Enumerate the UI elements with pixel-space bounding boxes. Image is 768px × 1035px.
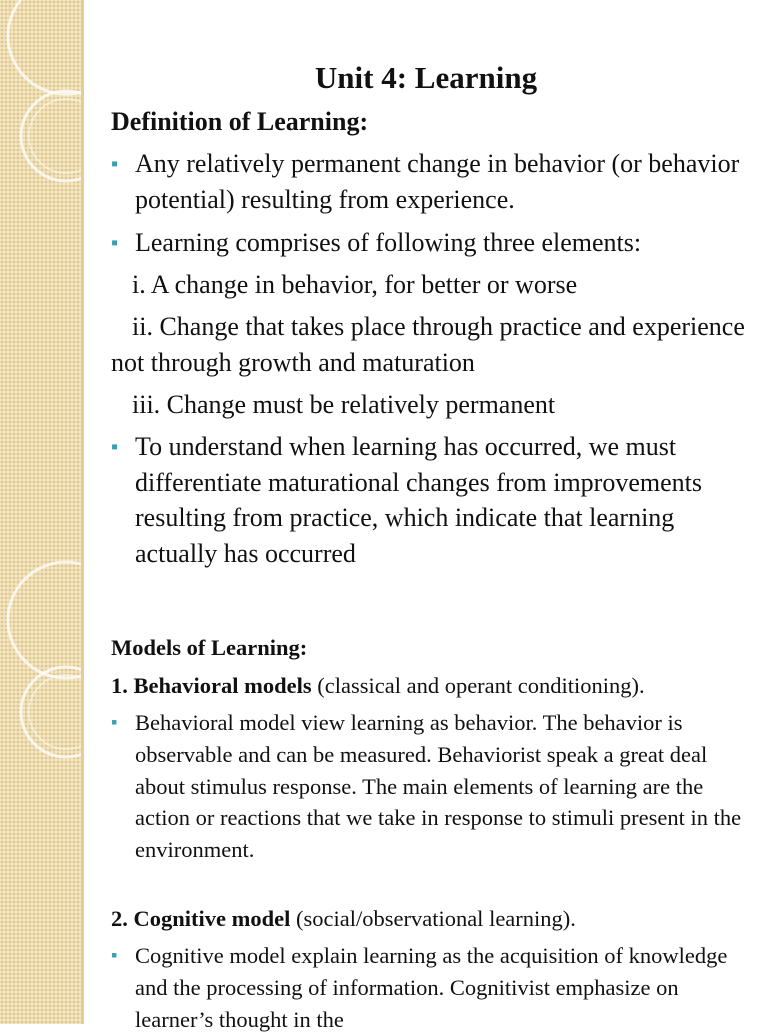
model-2-name: 2. Cognitive model — [111, 906, 291, 931]
model-1-detail: (classical and operant conditioning). — [311, 673, 645, 698]
models-heading-text: Models of Learning: — [111, 635, 308, 660]
bullet-text: Learning comprises of following three elements: — [135, 228, 642, 257]
element-item-3: iii. Change must be relatively permanent — [132, 390, 556, 419]
model-1-name: 1. Behavioral models — [111, 673, 312, 698]
bullet-marker-icon: ▪ — [111, 945, 118, 965]
models-heading — [111, 632, 761, 664]
bullet-marker-icon: ▪ — [111, 712, 118, 732]
bullet-elements — [111, 225, 756, 261]
bullet-text: To understand when learning has occurred, we must differentiate maturational changes from improvements resulting from practice, which indicate that learning actually has occurred — [135, 432, 702, 568]
page-title: Unit 4: Learning — [314, 60, 538, 95]
bullet-text: Cognitive model explain learning as the acquisition of knowledge and the processing of information. Cognitivist emphasize on learner’s thought in the — [135, 943, 728, 1032]
definition-heading: Definition of Learning: — [111, 107, 369, 136]
model-2-bullet — [111, 940, 756, 1035]
element-item-1: i. A change in behavior, for better or worse — [132, 270, 578, 299]
model-1-bullet — [111, 707, 756, 866]
model-2-heading — [111, 903, 761, 935]
bullet-marker-icon: ▪ — [111, 436, 119, 458]
bullet-text: Behavioral model view learning as behavior. The behavior is observable and can be measured. Behaviorist speak a great deal about stimulus response. The main elements of learning are the action or reactions that we take in response to stimuli present in the environment. — [135, 710, 742, 863]
bullet-text: Any relatively permanent change in behavior (or behavior potential) resulting from experience. — [135, 149, 740, 214]
bullet-marker-icon: ▪ — [111, 153, 119, 175]
model-1-heading — [111, 670, 761, 702]
model-2-detail: (social/observational learning). — [290, 906, 576, 931]
bullet-marker-icon: ▪ — [111, 232, 119, 254]
bullet-definition — [111, 146, 756, 217]
element-item-2: ii. Change that takes place through practice and experience not through growth and maturation — [111, 312, 745, 377]
bullet-understand — [111, 429, 756, 571]
